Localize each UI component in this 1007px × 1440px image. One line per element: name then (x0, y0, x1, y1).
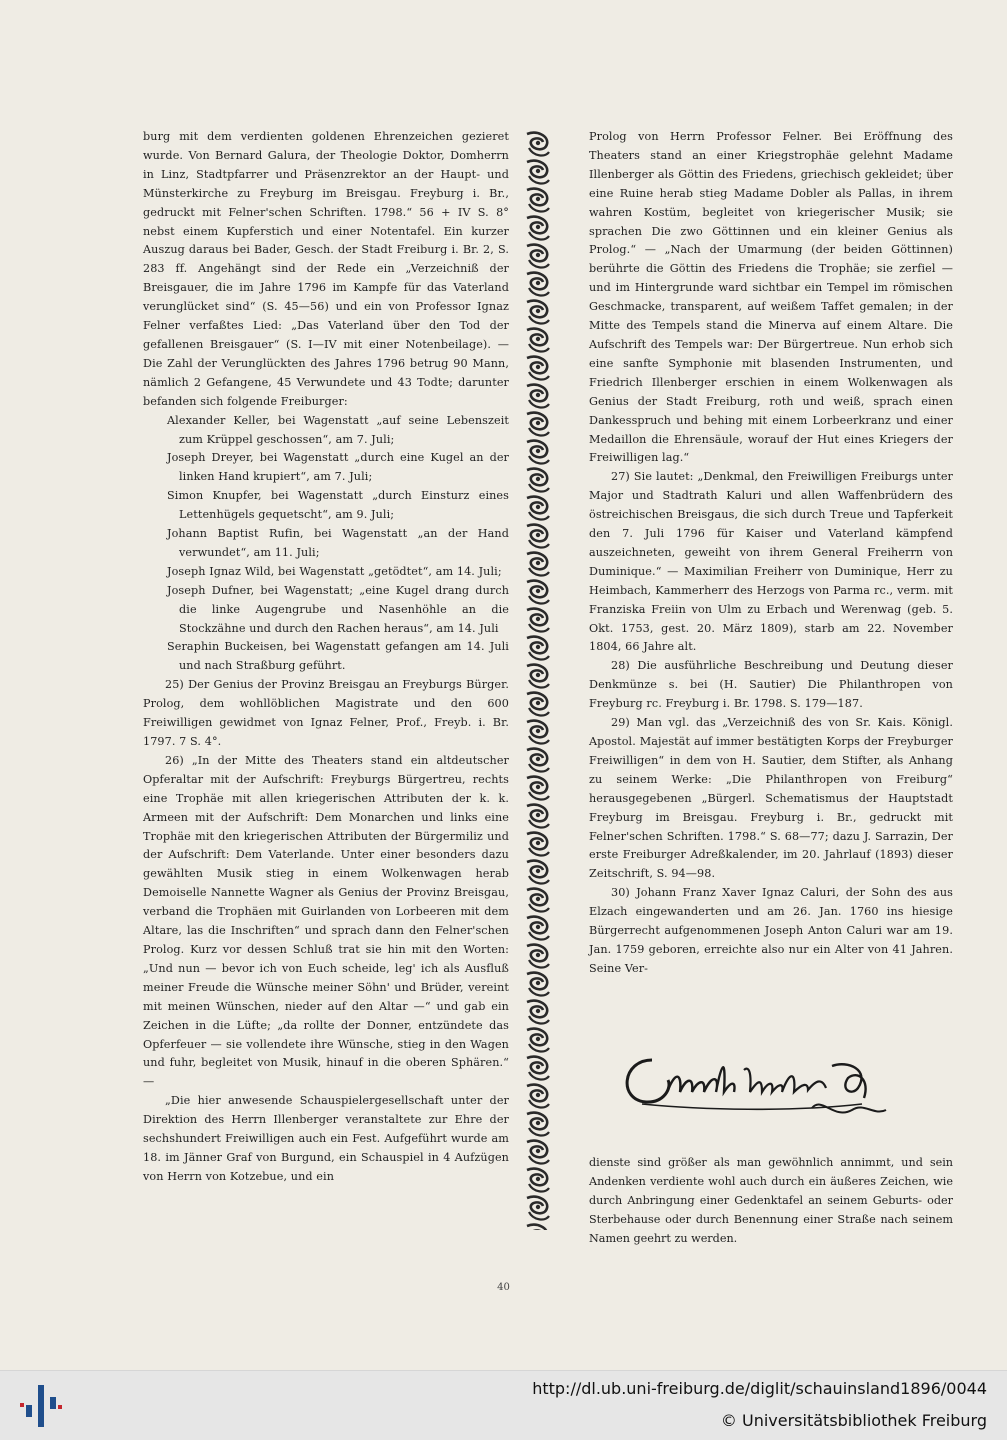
paragraph: dienste sind größer als man gewöhnlich annimmt, und sein Andenken verdiente wohl auch durch ein äußeres Zeichen, wie durch Anbringung einer Gedenktafel an seinem Geburts- oder Sterbehause oder durch Benennung einer Straße nach seinem Namen geehrt zu werden. (589, 1156, 953, 1245)
footnote-25: 25) Der Genius der Provinz Breisgau an Freyburgs Bürger. Prolog, dem wohllöblichen Magistrate und den 600 Freiwilligen gewidmet von Ignaz Felner, Prof., Freyb. i. Br. 1797. 7 S. 4°. (143, 678, 509, 748)
vertical-ornament-border (519, 130, 557, 1230)
right-column (589, 128, 953, 979)
list-item: Joseph Dreyer, bei Wagenstatt „durch eine Kugel an der linken Hand krupiert“, am 7. Juli; (167, 451, 509, 484)
paragraph: Prolog von Herrn Professor Felner. Bei Eröffnung des Theaters stand an einer Kriegstrophäe gelehnt Madame Illenberger als Göttin des Friedens, griechisch gekleidet; über eine Ruine herab stieg Madame Dobler als Pallas, in ihrem wahren Kostüm, begleitet von kriegerischer Musik; sie sprachen Die zwo Göttinnen und ein kleiner Genius als Prolog.“ — „Nach der Umarmung (der beiden Göttinnen) berührte die Göttin des Friedens die Trophäe; sie zerfiel — und im Hintergrunde ward sichtbar ein Tempel im römischen Geschmacke, transparent, auf weißem Taffet gemalen; in der Mitte des Tempels stand die Minerva auf einem Altare. Die Aufschrift des Tempels war: Der Bürgertreue. Nun erhob sich eine sanfte Symphonie mit blasenden Instrumenten, und Friedrich Illenberger erschien in einem Wolkenwagen als Genius der Stadt Freiburg, roth und weiß, sprach einen Dankesspruch und behing mit einem Lorbeerkranz und einer Medaillon die Ehrensäule, worauf der Hut eines Kriegers der Freiwilligen lag.“ (589, 130, 953, 465)
list-item: Joseph Ignaz Wild, bei Wagenstatt „getödtet“, am 14. Juli; (167, 564, 502, 578)
footnote-27: 27) Sie lautet: „Denkmal, den Freiwilligen Freiburgs unter Major und Stadtrath Kaluri und allen Waffenbrüdern des östreichischen Breisgaus, die sich durch Treue und Tapferkeit den 7. Juli 1796 für Kaiser und Vaterland kämpfend auszeichneten, geweiht von ihrem General Freiherrn von Duminique.“ — Maximilian Freiherr von Duminique, Herr zu Heimbach, Kammerherr des Herzogs von Parma rc., verm. mit Franziska Freiin von Ulm zu Erbach und Werenwag (geb. 5. Okt. 1753, gest. 20. März 1809), starb am 22. November 1804, 66 Jahre alt. (589, 470, 953, 654)
source-url-link[interactable]: http://dl.ub.uni-freiburg.de/diglit/schauinsland1896/0044 (532, 1379, 987, 1398)
list-item: Alexander Keller, bei Wagenstatt „auf seine Lebenszeit zum Krüppel geschossen“, am 7. Juli; (167, 413, 509, 446)
library-logo-icon (18, 1383, 64, 1429)
paragraph: burg mit dem verdienten goldenen Ehrenzeichen gezieret wurde. Von Bernard Galura, der Theologie Doktor, Domherrn in Linz, Stadtpfarrer und Präsenzrektor an der Haupt- und Münsterkirche zu Freyburg im Breisgau. Freyburg i. Br., gedruckt mit Felner'schen Schriften. 1798.“ 56 + IV S. 8° nebst einem Kupferstich und einer Notentafel. Ein kurzer Auszug daraus bei Bader, Gesch. der Stadt Freiburg i. Br. 2, S. 283 ff. Angehängt sind der Rede ein „Verzeichniß der Breisgauer, die im Jahre 1796 im Kampfe für das Vaterland verunglücket sind“ (S. 45—56) und ein von Professor Ignaz Felner verfaßtes Lied: „Das Vaterland über den Tod der gefallenen Breisgauer“ (S. I—IV mit einer Notenbeilage). — Die Zahl der Verunglückten des Jahres 1796 betrug 90 Mann, nämlich 2 Gefangene, 45 Verwundete und 43 Todte; darunter befanden sich folgende Freiburger: (143, 130, 509, 408)
right-column-continued (589, 1154, 953, 1249)
footnote-26-continued: „Die hier anwesende Schauspielergesellschaft unter der Direktion des Herrn Illenberger veranstaltete zur Ehre der sechshundert Freiwilligen auch ein Fest. Aufgeführt wurde am 18. im Jänner Graf von Burgund, ein Schauspiel in 4 Aufzügen von Herrn von Kotzebue, und ein (143, 1094, 509, 1183)
list-item: Seraphin Buckeisen, bei Wagenstatt gefangen am 14. Juli und nach Straßburg geführt. (167, 640, 509, 673)
list-item: Johann Baptist Rufin, bei Wagenstatt „an der Hand verwundet“, am 11. Juli; (167, 527, 509, 559)
footnote-30: 30) Johann Franz Xaver Ignaz Caluri, der Sohn des aus Elzach eingewanderten und am 26. Jan. 1760 ins hiesige Bürgerrecht aufgenommenen Joseph Anton Caluri war am 19. Jan. 1759 geboren, erreichte also nur ein Alter von 41 Jahren. Seine Ver- (589, 886, 953, 975)
footnote-28: 28) Die ausführliche Beschreibung und Deutung dieser Denkmünze s. bei (H. Sautier) Die Philanthropen von Freyburg rc. Freyburg i. Br. 1798. S. 179—187. (589, 659, 953, 711)
left-column (143, 128, 509, 1187)
footnote-29: 29) Man vgl. das „Verzeichniß des von Sr. Kais. Königl. Apostol. Majestät auf immer bestätigten Korps der Freyburger Freiwilligen“ in dem von H. Sautier, dem Stifter, als Anhang zu seinem Werke: „Die Philanthropen von Freiburg“ herausgegebenen „Bürgerl. Schematismus der Hauptstadt Freyburg im Breisgau. Freyburg i. Br., gedruckt mit Felner'schen Schriften. 1798.“ S. 68—77; dazu J. Sarrazin, Der erste Freiburger Adreßkalender, im 20. Jahrlauf (1893) dieser Zeitschrift, S. 94—98. (589, 716, 953, 881)
list-item: Simon Knupfer, bei Wagenstatt „durch Einsturz eines Lettenhügels gequetscht“, am 9. Juli; (167, 489, 509, 522)
library-footer (0, 1370, 1007, 1440)
footnote-26: 26) „In der Mitte des Theaters stand ein altdeutscher Opferaltar mit der Aufschrift: Freyburgs Bürgertreu, rechts eine Trophäe mit allen kriegerischen Attributen der k. k. Armeen mit der Aufschrift: Dem Monarchen und links eine Trophäe mit den kriegerischen Attributen der Bürgermiliz und der Aufschrift: Dem Vaterlande. Unter einer besonders dazu gewählten Musik stieg in einem Wolkenwagen herab Demoiselle Nannette Wagner als Genius der Provinz Breisgau, verband die Trophäen mit Guirlanden von Lorbeeren mit dem Altare, las die Inschriften“ und sprach dann den Felner'schen Prolog. Kurz vor dessen Schluß trat sie hin mit den Worten: „Und nun — bevor ich von Euch scheide, leg' ich als Ausfluß meiner Freude die Wünsche meiner Söhn' und Brüder, vereint mit meinen Wünschen, nieder auf den Altar —“ und gab ein Zeichen in die Lüfte; „da rollte der Donner, entzündete das Opferfeuer — sie vollendete ihre Wünsche, stieg in den Wagen und fuhr, begleitet von Musik, hinauf in die oberen Sphären.“ — (143, 753, 509, 1089)
signature-image (612, 1030, 912, 1140)
copyright-notice: © Universitätsbibliothek Freiburg (720, 1411, 987, 1430)
list-item: Joseph Dufner, bei Wagenstatt; „eine Kugel drang durch die linke Augengrube und Nasenhöhle an die Stockzähne und durch den Rachen heraus“, am 14. Juli (167, 583, 509, 635)
page-number: 40 (497, 1282, 510, 1293)
